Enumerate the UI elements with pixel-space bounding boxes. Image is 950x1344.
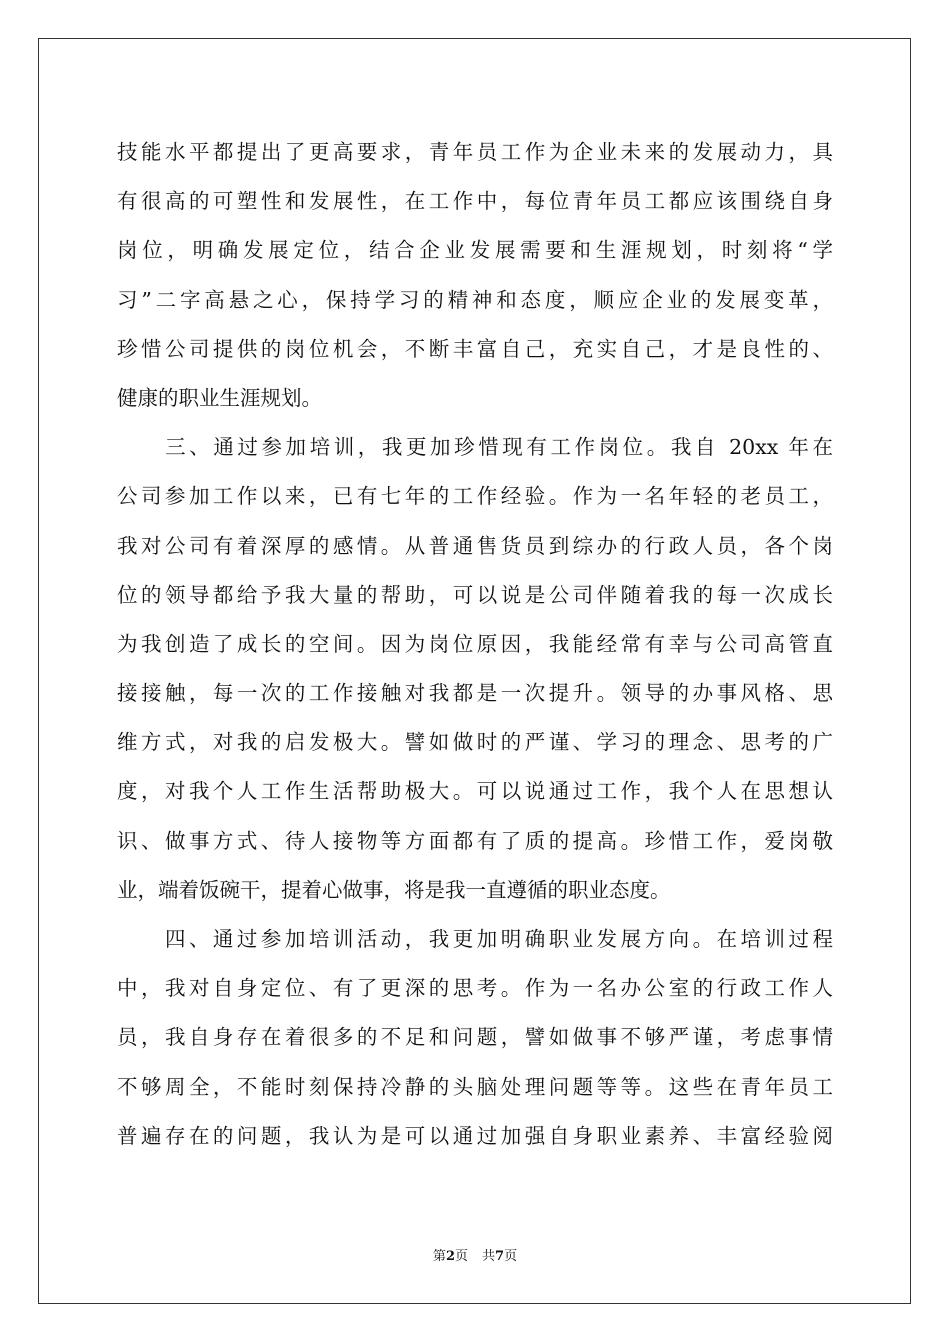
page-suffix: 页 [454,1249,468,1264]
total-suffix: 页 [504,1249,518,1264]
page-prefix: 第 [432,1249,446,1264]
text-line: 公司参加工作以来，已有七年的工作经验。作为一名年轻的老员工， [117,484,833,509]
text-line: 我对公司有着深厚的感情。从普通售货员到综办的行政人员，各个岗 [117,533,833,558]
text-line: 员，我自身存在着很多的不足和问题，譬如做事不够严谨，考虑事情 [117,1025,833,1050]
page-current: 2 [445,1249,455,1264]
text-line: 维方式，对我的启发极大。譬如做时的严谨、学习的理念、思考的广 [117,730,833,755]
text-line: 业，端着饭碗干，提着心做事，将是我一直遵循的职业态度。 [117,877,671,902]
document-body [117,128,833,1161]
page-footer [0,1248,950,1266]
text-line: 位的领导都给予我大量的帮助，可以说是公司伴随着我的每一次成长 [117,582,833,607]
text-line: 健康的职业生涯规划。 [117,385,322,410]
text-line: 习”二字高悬之心，保持学习的精神和态度，顺应企业的发展变革， [117,287,833,312]
text-line: 为我创造了成长的空间。因为岗位原因，我能经常有幸与公司高管直 [117,631,833,656]
text-line: 岗位，明确发展定位，结合企业发展需要和生涯规划，时刻将“学 [117,238,833,263]
text-line: 普遍存在的问题，我认为是可以通过加强自身职业素养、丰富经验阅 [117,1123,833,1148]
text-line: 技能水平都提出了更高要求，青年员工作为企业未来的发展动力，具 [117,140,833,164]
text-line: 三、通过参加培训，我更加珍惜现有工作岗位。我自 20xx 年在 [117,435,833,460]
text-line: 有很高的可塑性和发展性，在工作中，每位青年员工都应该围绕自身 [117,189,833,214]
text-line: 不够周全，不能时刻保持冷静的头脑处理问题等等。这些在青年员工 [117,1074,833,1099]
total-prefix: 共 [482,1249,496,1264]
text-line: 中，我对自身定位、有了更深的思考。作为一名办公室的行政工作人 [117,976,833,1001]
text-line: 珍惜公司提供的岗位机会，不断丰富自己，充实自己，才是良性的、 [117,336,833,361]
text-line: 识、做事方式、待人接物等方面都有了质的提高。珍惜工作，爱岗敬 [117,828,833,853]
text-line: 度，对我个人工作生活帮助极大。可以说通过工作，我个人在思想认 [117,779,833,804]
text-line: 四、通过参加培训活动，我更加明确职业发展方向。在培训过程 [117,927,833,951]
text-line: 接接触，每一次的工作接触对我都是一次提升。领导的办事风格、思 [117,681,833,706]
page-total: 7 [495,1249,505,1264]
